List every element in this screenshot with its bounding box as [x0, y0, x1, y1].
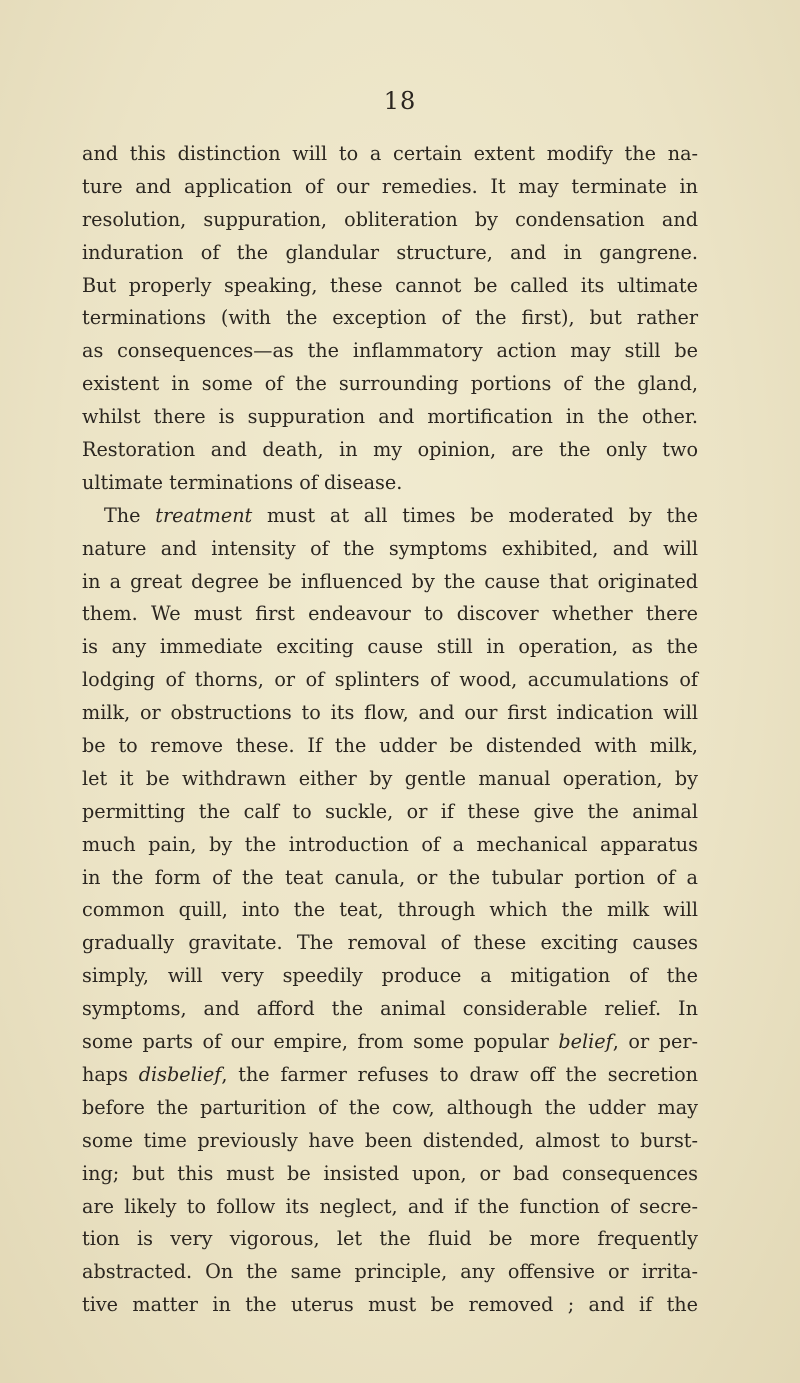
text-segment: and this distinction will to a certain extent modify the na-: [82, 142, 698, 165]
text-line: [82, 796, 698, 829]
text-line: [82, 598, 698, 631]
italic-text: treatment: [155, 503, 253, 527]
text-segment: as consequences—as the inflammatory action may still be: [82, 339, 698, 363]
text-line: [82, 631, 698, 664]
text-segment: are likely to follow its neglect, and if the function of secre-: [82, 1194, 698, 1218]
text-segment: some time previously have been distended, almost to burst-: [82, 1128, 698, 1152]
italic-text: belief: [558, 1030, 613, 1054]
text-line: [82, 368, 698, 401]
text-line: [82, 1059, 698, 1092]
text-segment: ultimate terminations of disease.: [82, 470, 403, 494]
text-segment: nature and intensity of the symptoms exhibited, and will: [82, 536, 698, 560]
text-line: [82, 1191, 698, 1224]
text-line: [82, 664, 698, 697]
italic-text: disbelief: [138, 1062, 222, 1086]
text-segment: ture and application of our remedies. It may terminate in: [82, 174, 698, 198]
text-line: [82, 862, 698, 895]
text-line: [82, 500, 698, 533]
text-segment: gradually gravitate. The removal of these exciting causes: [82, 931, 698, 955]
text-line: [82, 302, 698, 335]
text-segment: must at all times be moderated by the: [252, 503, 698, 527]
text-line: [82, 270, 698, 303]
text-line: [82, 1289, 698, 1322]
text-line: [82, 204, 698, 237]
text-segment: Restoration and death, in my opinion, are the only two: [82, 438, 698, 462]
text-segment: let it be withdrawn either by gentle manual operation, by: [82, 766, 698, 790]
text-segment: in a great degree be influenced by the cause that originated: [82, 569, 698, 593]
text-segment: , the farmer refuses to draw off the secretion: [221, 1062, 698, 1086]
text-line: [82, 894, 698, 927]
text-segment: ing; but this must be insisted upon, or bad consequences: [82, 1161, 698, 1185]
text-segment: milk, or obstructions to its flow, and our first indication will: [82, 701, 698, 725]
body-text: [82, 138, 698, 1322]
text-line: [82, 1125, 698, 1158]
text-segment: simply, will very speedily produce a mitigation of the: [82, 964, 698, 988]
text-line: [82, 533, 698, 566]
text-line: [82, 401, 698, 434]
text-segment: is any immediate exciting cause still in operation, as the: [82, 635, 698, 659]
text-line: [82, 960, 698, 993]
text-line: [82, 1092, 698, 1125]
text-line: [82, 993, 698, 1026]
text-segment: whilst there is suppuration and mortification in the other.: [82, 405, 698, 429]
text-line: [82, 467, 698, 500]
text-line: [82, 1026, 698, 1059]
text-line: [82, 697, 698, 730]
text-segment: permitting the calf to suckle, or if these give the animal: [82, 799, 698, 823]
text-line: [82, 1223, 698, 1256]
text-segment: induration of the glandular structure, and in gangrene.: [82, 240, 698, 264]
text-line: [82, 434, 698, 467]
text-segment: symptoms, and afford the animal considerable relief. In: [82, 997, 698, 1021]
text-segment: some parts of our empire, from some popular: [82, 1030, 559, 1054]
text-line: [82, 1256, 698, 1289]
text-segment: abstracted. On the same principle, any offensive or irrita-: [82, 1260, 698, 1284]
text-segment: tive matter in the uterus must be removed ; and if the: [82, 1293, 698, 1317]
text-line: [82, 237, 698, 270]
text-line: [82, 927, 698, 960]
text-line: [82, 566, 698, 599]
text-line: [82, 730, 698, 763]
text-segment: them. We must first endeavour to discover whether there: [82, 602, 698, 626]
text-line: [82, 335, 698, 368]
text-line: [82, 1158, 698, 1191]
text-segment: terminations (with the exception of the first), but rather: [82, 306, 698, 330]
text-segment: tion is very vigorous, let the fluid be more frequently: [82, 1227, 698, 1251]
text-segment: resolution, suppuration, obliteration by condensation and: [82, 207, 698, 231]
text-segment: The: [104, 503, 156, 527]
text-segment: be to remove these. If the udder be distended with milk,: [82, 734, 698, 758]
text-segment: But properly speaking, these cannot be called its ultimate: [82, 273, 698, 297]
text-segment: before the parturition of the cow, although the udder may: [82, 1095, 698, 1119]
text-segment: haps: [82, 1062, 139, 1086]
text-segment: in the form of the teat canula, or the tubular portion of a: [82, 865, 698, 889]
text-segment: existent in some of the surrounding portions of the gland,: [82, 372, 698, 396]
text-segment: common quill, into the teat, through which the milk will: [82, 898, 698, 922]
text-line: [82, 829, 698, 862]
text-segment: lodging of thorns, or of splinters of wood, accumulations of: [82, 668, 698, 692]
text-line: [82, 763, 698, 796]
text-segment: , or per-: [612, 1030, 698, 1054]
text-line: [82, 138, 698, 171]
page-number: 18: [383, 87, 417, 115]
text-segment: much pain, by the introduction of a mechanical apparatus: [82, 832, 698, 856]
text-line: [82, 171, 698, 204]
